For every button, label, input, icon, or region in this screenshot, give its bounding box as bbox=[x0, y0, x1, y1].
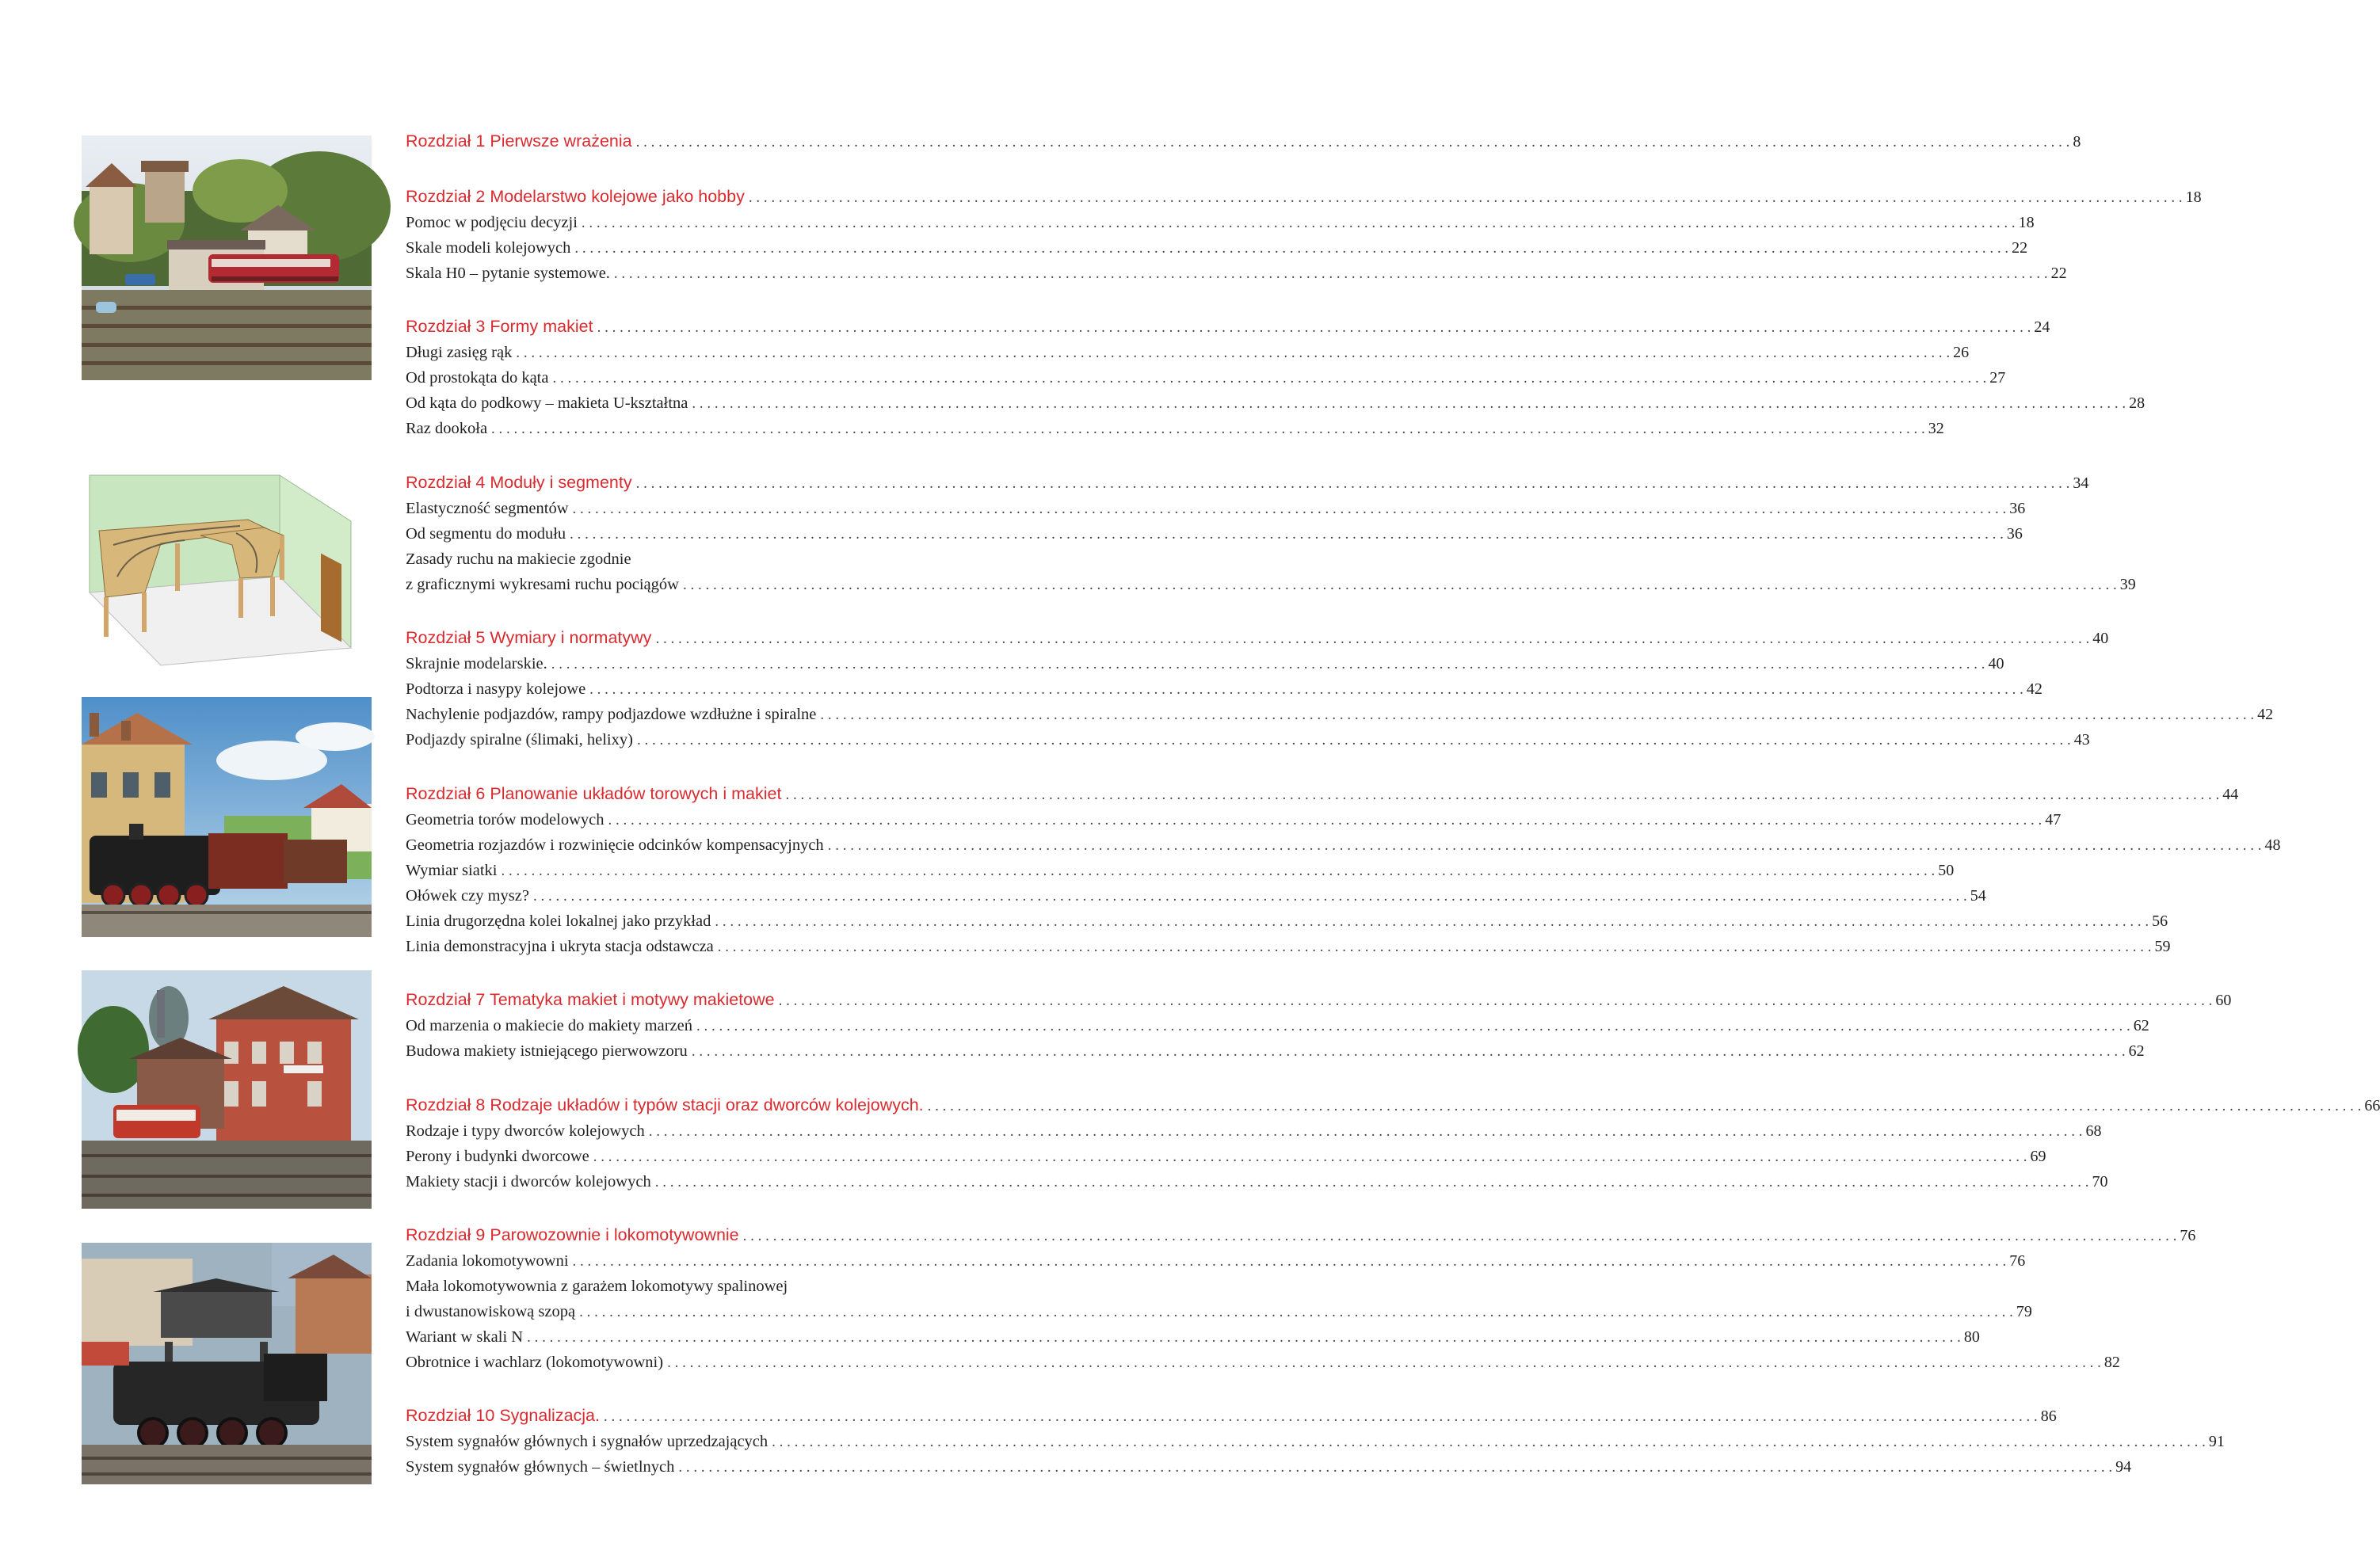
dot-leader bbox=[739, 1228, 2180, 1245]
page-number: 18 bbox=[2018, 214, 2035, 231]
dot-leader bbox=[570, 240, 2012, 257]
toc-section[interactable] bbox=[406, 265, 2067, 288]
photo-locomotive-depot bbox=[82, 1243, 372, 1484]
page-number: 18 bbox=[2185, 189, 2202, 206]
page-number: 27 bbox=[1989, 369, 2006, 387]
photo-locomotive-depot-graphic bbox=[82, 1243, 372, 1484]
chapter-title: Rozdział 9 Parowozownie i lokomotywownie bbox=[406, 1225, 739, 1244]
page-number: 44 bbox=[2222, 786, 2239, 803]
dot-leader bbox=[651, 1174, 2092, 1191]
page-number: 40 bbox=[1988, 655, 2004, 672]
section-title: Od segmentu do modułu bbox=[406, 525, 566, 543]
toc-chapter-4[interactable] bbox=[406, 473, 2089, 497]
section-title: Od kąta do podkowy – makieta U-kształtna bbox=[406, 394, 688, 412]
page-number: 80 bbox=[1963, 1328, 1980, 1346]
dot-leader bbox=[824, 837, 2265, 855]
dot-leader bbox=[585, 681, 2027, 699]
chapter-title: Rozdział 3 Formy makiet bbox=[406, 317, 593, 336]
page-number: 32 bbox=[1928, 420, 1944, 437]
toc-section[interactable] bbox=[406, 836, 2281, 860]
toc-section[interactable] bbox=[406, 1148, 2046, 1171]
page-number: 62 bbox=[2133, 1017, 2149, 1034]
section-title: Rodzaje i typy dworców kolejowych bbox=[406, 1122, 645, 1140]
toc-section[interactable] bbox=[406, 1278, 1010, 1301]
chapter-title: Rozdział 6 Planowanie układów torowych i makiet bbox=[406, 784, 782, 803]
toc-section[interactable] bbox=[406, 550, 1010, 574]
dot-leader bbox=[632, 475, 2073, 493]
dot-leader bbox=[663, 1354, 2104, 1372]
photo-station-railbus-graphic bbox=[82, 135, 372, 380]
dot-leader bbox=[645, 1123, 2086, 1141]
diagram-u-layout bbox=[82, 458, 372, 665]
dot-leader bbox=[674, 1459, 2115, 1476]
toc-section[interactable] bbox=[406, 500, 2026, 524]
chapter-title: Rozdział 5 Wymiary i normatywy bbox=[406, 628, 652, 647]
page-number: 50 bbox=[1938, 862, 1955, 879]
section-title: Ołówek czy mysz? bbox=[406, 887, 529, 905]
toc-chapter-3[interactable] bbox=[406, 317, 2050, 341]
section-title: Wariant w skali N bbox=[406, 1328, 524, 1346]
toc-section[interactable] bbox=[406, 938, 2171, 962]
section-title: Linia drugorzędna kolei lokalnej jako przykład bbox=[406, 912, 711, 930]
page-number: 66 bbox=[2364, 1097, 2380, 1114]
toc-section[interactable] bbox=[406, 525, 2023, 549]
page-number: 70 bbox=[2092, 1173, 2108, 1190]
dot-leader bbox=[775, 992, 2216, 1010]
section-title: Wymiar siatki bbox=[406, 862, 498, 879]
section-title: Geometria rozjazdów i rozwinięcie odcinków kompensacyjnych bbox=[406, 836, 824, 854]
dot-leader bbox=[569, 1253, 2010, 1270]
page-number: 47 bbox=[2045, 811, 2062, 829]
photo-brick-station bbox=[82, 970, 372, 1209]
page-number: 42 bbox=[2257, 706, 2274, 723]
page-number: 76 bbox=[2009, 1252, 2026, 1270]
section-title: Mała lokomotywownia z garażem lokomotywy spalinowej bbox=[406, 1278, 788, 1295]
chapter-title: Rozdział 4 Moduły i segmenty bbox=[406, 473, 632, 492]
page-number: 24 bbox=[2034, 318, 2050, 336]
toc-chapter-6[interactable] bbox=[406, 784, 2239, 808]
dot-leader bbox=[548, 370, 1989, 387]
page-number: 22 bbox=[2050, 265, 2067, 282]
section-title: Skrajnie modelarskie. bbox=[406, 655, 547, 672]
toc-section[interactable] bbox=[406, 1122, 2102, 1146]
toc-section[interactable] bbox=[406, 394, 2145, 418]
page-number: 36 bbox=[2009, 500, 2026, 517]
page-number: 62 bbox=[2128, 1042, 2145, 1060]
chapter-title: Rozdział 10 Sygnalizacja. bbox=[406, 1406, 600, 1425]
section-title: Linia demonstracyjna i ukryta stacja odstawcza bbox=[406, 938, 714, 955]
dot-leader bbox=[593, 319, 2035, 337]
toc-section[interactable] bbox=[406, 420, 1944, 444]
section-title: Makiety stacji i dworców kolejowych bbox=[406, 1173, 651, 1190]
dot-leader bbox=[600, 1408, 2041, 1426]
toc-section[interactable] bbox=[406, 1303, 2032, 1327]
dot-leader bbox=[604, 812, 2045, 829]
chapter-title: Rozdział 7 Tematyka makiet i motywy makietowe bbox=[406, 990, 775, 1009]
section-title: Raz dookoła bbox=[406, 420, 488, 437]
section-title: Elastyczność segmentów bbox=[406, 500, 569, 517]
dot-leader bbox=[497, 863, 1938, 880]
section-title: System sygnałów głównych – świetlnych bbox=[406, 1458, 675, 1476]
toc-section[interactable] bbox=[406, 1354, 2120, 1377]
page-number: 68 bbox=[2085, 1122, 2102, 1140]
section-title: Podtorza i nasypy kolejowe bbox=[406, 680, 586, 698]
toc-section[interactable] bbox=[406, 655, 2004, 679]
dot-leader bbox=[745, 189, 2186, 207]
toc-section[interactable] bbox=[406, 731, 2090, 755]
toc-section[interactable] bbox=[406, 887, 1986, 911]
photo-brick-station-graphic bbox=[82, 970, 372, 1209]
toc-section[interactable] bbox=[406, 576, 2136, 600]
dot-leader bbox=[632, 134, 2073, 151]
chapter-title: Rozdział 8 Rodzaje układów i typów stacji oraz dworców kolejowych. bbox=[406, 1095, 924, 1114]
dot-leader bbox=[688, 395, 2129, 413]
toc-chapter-10[interactable] bbox=[406, 1406, 2057, 1430]
page-number: 79 bbox=[2016, 1303, 2032, 1320]
toc-section[interactable] bbox=[406, 862, 1955, 886]
section-title: Geometria torów modelowych bbox=[406, 811, 605, 829]
dot-leader bbox=[651, 630, 2092, 648]
dot-leader bbox=[566, 526, 2007, 543]
page-number: 54 bbox=[1970, 887, 1986, 905]
section-title: z graficznymi wykresami ruchu pociągów bbox=[406, 576, 679, 593]
section-title: Budowa makiety istniejącego pierwowzoru bbox=[406, 1042, 688, 1060]
page-number: 8 bbox=[2073, 133, 2081, 150]
section-title: Od marzenia o makiecie do makiety marzeń bbox=[406, 1017, 693, 1034]
toc-section[interactable] bbox=[406, 1458, 2132, 1482]
dot-leader bbox=[768, 1434, 2209, 1451]
toc-section[interactable] bbox=[406, 1328, 1980, 1352]
dot-leader bbox=[578, 215, 2019, 232]
toc-section[interactable] bbox=[406, 1017, 2149, 1041]
dot-leader bbox=[487, 421, 1928, 438]
dot-leader bbox=[816, 707, 2257, 724]
page-number: 48 bbox=[2264, 836, 2281, 854]
page-number: 22 bbox=[2012, 239, 2028, 257]
dot-leader bbox=[523, 1329, 1964, 1347]
page-number: 40 bbox=[2092, 630, 2109, 647]
toc-chapter-5[interactable] bbox=[406, 628, 2109, 652]
page-number: 39 bbox=[2119, 576, 2136, 593]
dot-leader bbox=[781, 787, 2222, 804]
dot-leader bbox=[512, 345, 1953, 362]
page-number: 91 bbox=[2208, 1433, 2225, 1450]
section-title: System sygnałów głównych i sygnałów uprzedzających bbox=[406, 1433, 769, 1450]
photo-steam-locomotive bbox=[82, 697, 372, 937]
dot-leader bbox=[924, 1098, 2365, 1115]
section-title: i dwustanowiskową szopą bbox=[406, 1303, 576, 1320]
page-number: 60 bbox=[2215, 992, 2232, 1009]
dot-leader bbox=[711, 913, 2152, 931]
page-number: 86 bbox=[2040, 1408, 2057, 1425]
page-number: 34 bbox=[2073, 474, 2089, 492]
section-title: Od prostokąta do kąta bbox=[406, 369, 549, 387]
page-number: 42 bbox=[2026, 680, 2042, 698]
dot-leader bbox=[569, 501, 2010, 518]
toc-section[interactable] bbox=[406, 214, 2035, 238]
dot-leader bbox=[692, 1018, 2134, 1035]
section-title: Pomoc w podjęciu decyzji bbox=[406, 214, 578, 231]
page-number: 56 bbox=[2152, 912, 2168, 930]
page-number: 43 bbox=[2073, 731, 2090, 749]
photo-steam-locomotive-graphic bbox=[82, 697, 372, 937]
toc-chapter-1[interactable] bbox=[406, 131, 2081, 155]
toc-section[interactable] bbox=[406, 1433, 2225, 1457]
chapter-title: Rozdział 1 Pierwsze wrażenia bbox=[406, 131, 632, 150]
toc-section[interactable] bbox=[406, 1173, 2108, 1197]
photo-station-railbus bbox=[82, 135, 372, 380]
toc-chapter-9[interactable] bbox=[406, 1225, 2196, 1249]
section-title: Długi zasięg rąk bbox=[406, 344, 513, 361]
toc-chapter-2[interactable] bbox=[406, 187, 2202, 211]
section-title: Zasady ruchu na makiecie zgodnie bbox=[406, 550, 631, 568]
toc-section[interactable] bbox=[406, 239, 2028, 263]
toc-chapter-8[interactable] bbox=[406, 1095, 2380, 1119]
dot-leader bbox=[575, 1304, 2016, 1321]
page-number: 94 bbox=[2115, 1458, 2132, 1476]
dot-leader bbox=[589, 1149, 2031, 1166]
page-number: 76 bbox=[2180, 1227, 2196, 1244]
toc-section[interactable] bbox=[406, 706, 2274, 729]
section-title: Nachylenie podjazdów, rampy podjazdowe wzdłużne i spiralne bbox=[406, 706, 817, 723]
page-number: 82 bbox=[2103, 1354, 2120, 1371]
dot-leader bbox=[679, 577, 2120, 594]
dot-leader bbox=[529, 888, 1970, 905]
section-title: Zadania lokomotywowni bbox=[406, 1252, 569, 1270]
page-number: 36 bbox=[2006, 525, 2023, 543]
dot-leader bbox=[610, 265, 2051, 283]
section-title: Skala H0 – pytanie systemowe. bbox=[406, 265, 610, 282]
toc-section[interactable] bbox=[406, 680, 2042, 704]
section-title: Obrotnice i wachlarz (lokomotywowni) bbox=[406, 1354, 664, 1371]
dot-leader bbox=[688, 1043, 2129, 1061]
toc-chapter-7[interactable] bbox=[406, 990, 2232, 1014]
section-title: Skale modeli kolejowych bbox=[406, 239, 571, 257]
dot-leader bbox=[547, 656, 1989, 673]
chapter-title: Rozdział 2 Modelarstwo kolejowe jako hobby bbox=[406, 187, 745, 206]
toc-section[interactable] bbox=[406, 912, 2168, 936]
dot-leader bbox=[714, 939, 2155, 956]
dot-leader bbox=[633, 732, 2074, 749]
toc-section[interactable] bbox=[406, 1042, 2145, 1066]
section-title: Perony i budynki dworcowe bbox=[406, 1148, 589, 1165]
toc-section[interactable] bbox=[406, 1252, 2026, 1276]
page-number: 26 bbox=[1953, 344, 1970, 361]
toc-section[interactable] bbox=[406, 811, 2062, 835]
toc-section[interactable] bbox=[406, 369, 2006, 393]
diagram-u-layout-graphic bbox=[82, 458, 372, 665]
toc-section[interactable] bbox=[406, 344, 1970, 368]
page-number: 69 bbox=[2030, 1148, 2046, 1165]
section-title: Podjazdy spiralne (ślimaki, helixy) bbox=[406, 731, 633, 749]
page-number: 59 bbox=[2154, 938, 2171, 955]
page-number: 28 bbox=[2129, 394, 2145, 412]
